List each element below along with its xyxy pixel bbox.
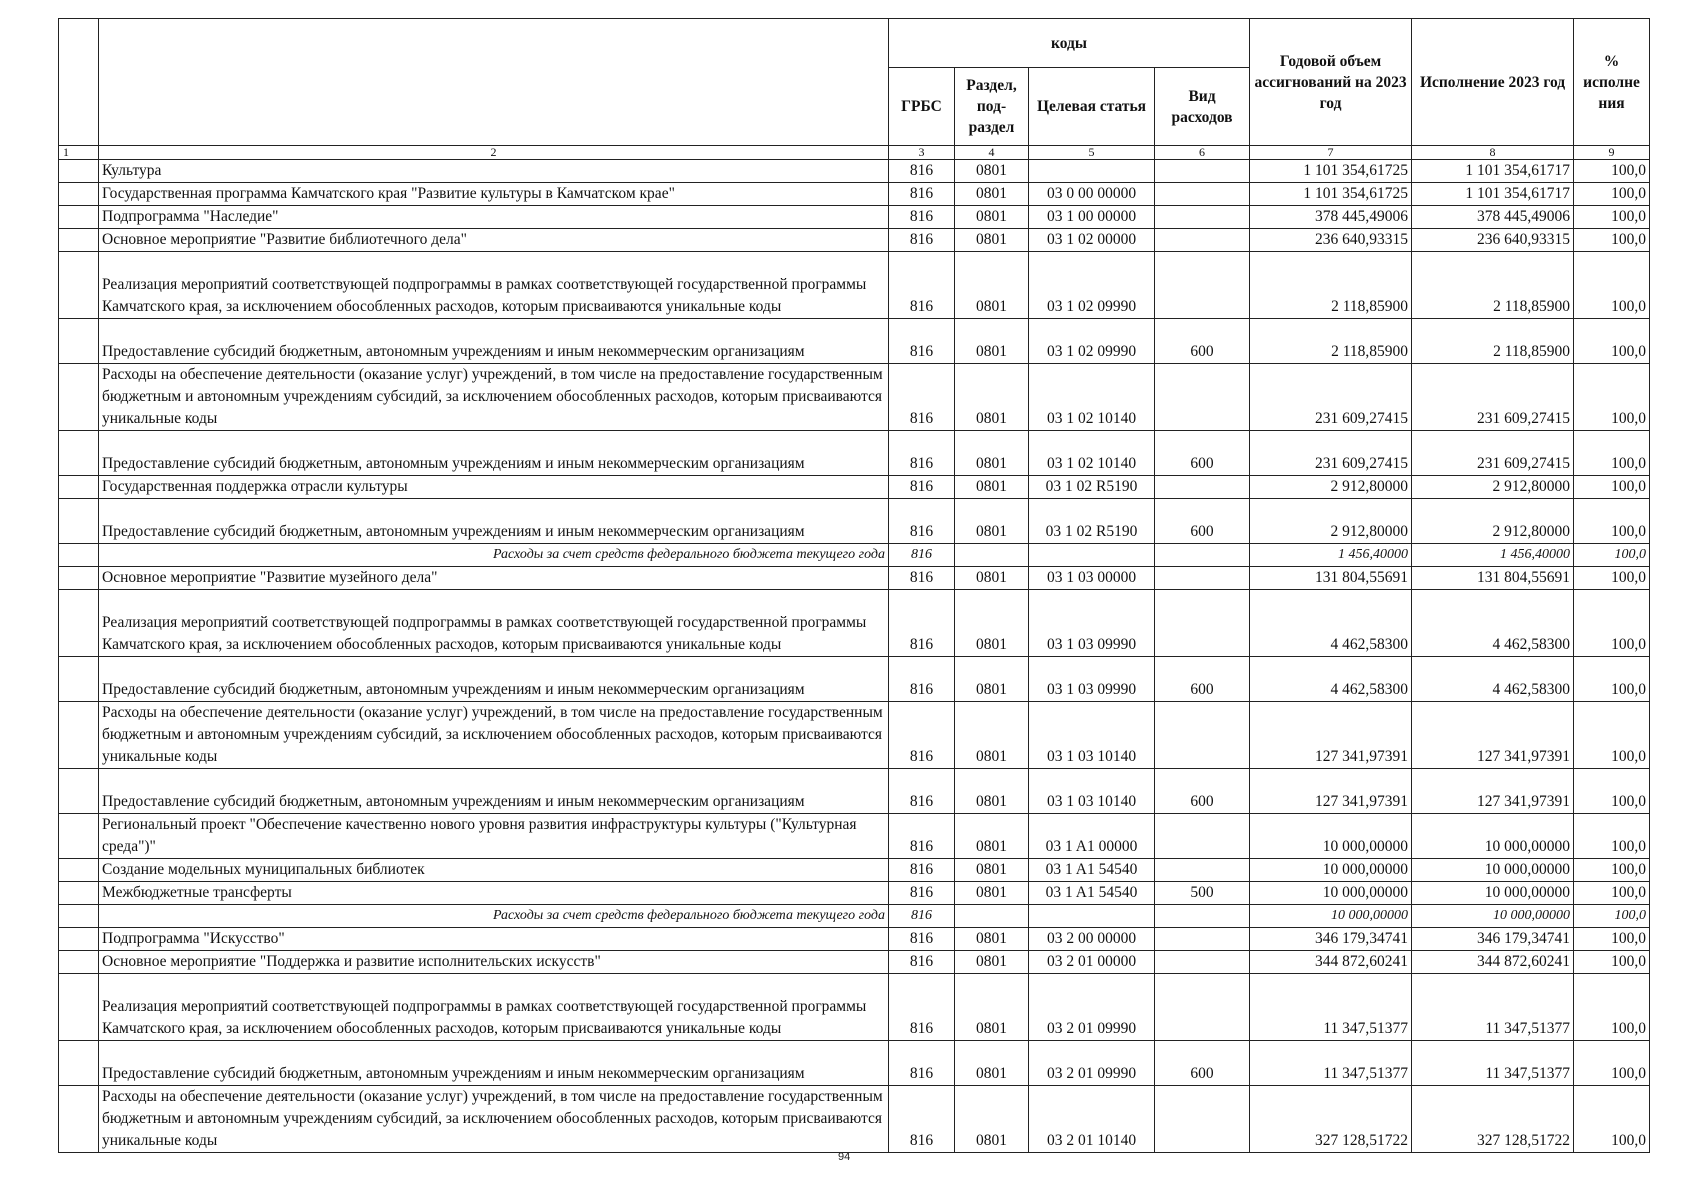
- row-section-cell: 0801: [955, 229, 1029, 252]
- header-annual: Годовой объем ассигнований на 2023 год: [1250, 19, 1412, 146]
- header-target: Целевая статья: [1029, 68, 1155, 146]
- row-name-cell: Основное мероприятие "Поддержка и развитие исполнительских искусств": [99, 951, 889, 974]
- row-target-cell: 03 1 A1 00000: [1029, 814, 1155, 859]
- row-annual-cell: 231 609,27415: [1250, 431, 1412, 476]
- row-section-cell: 0801: [955, 476, 1029, 499]
- row-index-cell: [59, 814, 99, 859]
- row-annual-cell: 127 341,97391: [1250, 769, 1412, 814]
- row-section-cell: 0801: [955, 951, 1029, 974]
- row-grbs-cell: 816: [889, 657, 955, 702]
- row-section-cell: 0801: [955, 859, 1029, 882]
- row-grbs-cell: 816: [889, 252, 955, 319]
- table-row: [59, 702, 1650, 769]
- row-name-cell: Основное мероприятие "Развитие музейного дела": [99, 567, 889, 590]
- row-exp-type-cell: [1155, 160, 1250, 183]
- col-number: 8: [1412, 146, 1574, 160]
- row-index-cell: [59, 229, 99, 252]
- row-execution-cell: 11 347,51377: [1412, 1041, 1574, 1086]
- header-empty-2: [99, 19, 889, 146]
- row-execution-cell: 10 000,00000: [1412, 859, 1574, 882]
- row-percent-cell: 100,0: [1574, 567, 1650, 590]
- row-grbs-cell: 816: [889, 882, 955, 905]
- row-execution-cell: 127 341,97391: [1412, 702, 1574, 769]
- row-target-cell: 03 1 02 R5190: [1029, 476, 1155, 499]
- table-row: [59, 814, 1650, 859]
- table-row: [59, 859, 1650, 882]
- row-name-cell: Расходы на обеспечение деятельности (оказание услуг) учреждений, в том числе на предоставление государственным бюджетным и автономным учреждениям субсидий, за исключением обособленных расходов, которым присваиваются уникальные коды: [99, 1086, 889, 1153]
- table-row: [59, 183, 1650, 206]
- col-number: 7: [1250, 146, 1412, 160]
- table-row: [59, 567, 1650, 590]
- row-percent-cell: 100,0: [1574, 499, 1650, 544]
- row-annual-cell: 1 101 354,61725: [1250, 160, 1412, 183]
- row-execution-cell: 4 462,58300: [1412, 657, 1574, 702]
- row-exp-type-cell: [1155, 928, 1250, 951]
- row-grbs-cell: 816: [889, 183, 955, 206]
- row-execution-cell: 1 101 354,61717: [1412, 183, 1574, 206]
- row-index-cell: [59, 657, 99, 702]
- row-name-cell: Культура: [99, 160, 889, 183]
- row-percent-cell: 100,0: [1574, 951, 1650, 974]
- row-target-cell: 03 2 01 00000: [1029, 951, 1155, 974]
- budget-table-sheet: [58, 18, 1649, 1153]
- col-number: 1: [59, 146, 99, 160]
- row-grbs-cell: 816: [889, 567, 955, 590]
- row-exp-type-cell: [1155, 252, 1250, 319]
- row-grbs-cell: 816: [889, 590, 955, 657]
- row-annual-cell: 344 872,60241: [1250, 951, 1412, 974]
- table-row: [59, 951, 1650, 974]
- col-number: 3: [889, 146, 955, 160]
- row-grbs-cell: 816: [889, 319, 955, 364]
- row-section-cell: [955, 905, 1029, 928]
- row-name-cell: Региональный проект "Обеспечение качественно нового уровня развития инфраструктуры культуры ("Культурная среда")": [99, 814, 889, 859]
- row-section-cell: 0801: [955, 431, 1029, 476]
- row-index-cell: [59, 882, 99, 905]
- row-index-cell: [59, 319, 99, 364]
- col-number: 9: [1574, 146, 1650, 160]
- row-percent-cell: 100,0: [1574, 882, 1650, 905]
- header-grbs: ГРБС: [889, 68, 955, 146]
- row-name-cell: Расходы на обеспечение деятельности (оказание услуг) учреждений, в том числе на предоставление государственным бюджетным и автономным учреждениям субсидий, за исключением обособленных расходов, которым присваиваются уникальные коды: [99, 364, 889, 431]
- row-index-cell: [59, 928, 99, 951]
- row-annual-cell: 231 609,27415: [1250, 364, 1412, 431]
- row-name-cell: Предоставление субсидий бюджетным, автономным учреждениям и иным некоммерческим организациям: [99, 431, 889, 476]
- row-execution-cell: 236 640,93315: [1412, 229, 1574, 252]
- row-execution-cell: 127 341,97391: [1412, 769, 1574, 814]
- row-annual-cell: 378 445,49006: [1250, 206, 1412, 229]
- row-annual-cell: 327 128,51722: [1250, 1086, 1412, 1153]
- row-grbs-cell: 816: [889, 431, 955, 476]
- table-row: [59, 882, 1650, 905]
- table-row: [59, 590, 1650, 657]
- row-exp-type-cell: 600: [1155, 1041, 1250, 1086]
- col-number: 6: [1155, 146, 1250, 160]
- row-index-cell: [59, 974, 99, 1041]
- row-index-cell: [59, 499, 99, 544]
- row-annual-cell: 11 347,51377: [1250, 1041, 1412, 1086]
- row-section-cell: 0801: [955, 364, 1029, 431]
- row-grbs-cell: 816: [889, 928, 955, 951]
- table-row: [59, 476, 1650, 499]
- row-percent-cell: 100,0: [1574, 905, 1650, 928]
- row-target-cell: 03 1 A1 54540: [1029, 882, 1155, 905]
- row-annual-cell: 2 912,80000: [1250, 499, 1412, 544]
- row-section-cell: 0801: [955, 928, 1029, 951]
- row-percent-cell: 100,0: [1574, 814, 1650, 859]
- col-number: 5: [1029, 146, 1155, 160]
- row-percent-cell: 100,0: [1574, 476, 1650, 499]
- row-percent-cell: 100,0: [1574, 160, 1650, 183]
- row-execution-cell: 231 609,27415: [1412, 364, 1574, 431]
- table-row: [59, 769, 1650, 814]
- row-target-cell: 03 2 01 10140: [1029, 1086, 1155, 1153]
- row-index-cell: [59, 567, 99, 590]
- row-percent-cell: 100,0: [1574, 974, 1650, 1041]
- header-execution: Исполнение 2023 год: [1412, 19, 1574, 146]
- row-exp-type-cell: [1155, 476, 1250, 499]
- row-name-cell: Предоставление субсидий бюджетным, автономным учреждениям и иным некоммерческим организациям: [99, 1041, 889, 1086]
- row-percent-cell: 100,0: [1574, 702, 1650, 769]
- row-grbs-cell: 816: [889, 974, 955, 1041]
- row-percent-cell: 100,0: [1574, 364, 1650, 431]
- row-execution-cell: 1 101 354,61717: [1412, 160, 1574, 183]
- row-section-cell: 0801: [955, 590, 1029, 657]
- row-index-cell: [59, 769, 99, 814]
- table-row: [59, 206, 1650, 229]
- row-section-cell: 0801: [955, 252, 1029, 319]
- row-exp-type-cell: 500: [1155, 882, 1250, 905]
- row-grbs-cell: 816: [889, 206, 955, 229]
- row-index-cell: [59, 1086, 99, 1153]
- row-name-cell: Подпрограмма "Наследие": [99, 206, 889, 229]
- row-exp-type-cell: [1155, 183, 1250, 206]
- row-index-cell: [59, 590, 99, 657]
- row-index-cell: [59, 859, 99, 882]
- row-execution-cell: 10 000,00000: [1412, 905, 1574, 928]
- row-name-cell: Государственная поддержка отрасли культуры: [99, 476, 889, 499]
- row-percent-cell: 100,0: [1574, 319, 1650, 364]
- row-execution-cell: 344 872,60241: [1412, 951, 1574, 974]
- row-section-cell: 0801: [955, 882, 1029, 905]
- row-target-cell: [1029, 905, 1155, 928]
- row-exp-type-cell: [1155, 974, 1250, 1041]
- row-grbs-cell: 816: [889, 1041, 955, 1086]
- row-section-cell: 0801: [955, 319, 1029, 364]
- row-target-cell: 03 1 02 R5190: [1029, 499, 1155, 544]
- row-exp-type-cell: 600: [1155, 431, 1250, 476]
- row-percent-cell: 100,0: [1574, 859, 1650, 882]
- row-execution-cell: 2 118,85900: [1412, 252, 1574, 319]
- row-execution-cell: 327 128,51722: [1412, 1086, 1574, 1153]
- row-grbs-cell: 816: [889, 814, 955, 859]
- budget-table: [58, 18, 1650, 1153]
- row-annual-cell: 2 118,85900: [1250, 252, 1412, 319]
- row-target-cell: 03 1 03 10140: [1029, 702, 1155, 769]
- row-exp-type-cell: [1155, 544, 1250, 567]
- row-section-cell: 0801: [955, 499, 1029, 544]
- table-row: [59, 928, 1650, 951]
- row-section-cell: 0801: [955, 206, 1029, 229]
- row-exp-type-cell: [1155, 364, 1250, 431]
- row-exp-type-cell: 600: [1155, 769, 1250, 814]
- row-section-cell: 0801: [955, 183, 1029, 206]
- row-annual-cell: 131 804,55691: [1250, 567, 1412, 590]
- row-percent-cell: 100,0: [1574, 544, 1650, 567]
- row-grbs-cell: 816: [889, 1086, 955, 1153]
- column-number-row: [59, 146, 1650, 160]
- table-row: [59, 1086, 1650, 1153]
- row-section-cell: 0801: [955, 160, 1029, 183]
- row-execution-cell: 378 445,49006: [1412, 206, 1574, 229]
- row-target-cell: [1029, 160, 1155, 183]
- row-grbs-cell: 816: [889, 769, 955, 814]
- table-row: [59, 229, 1650, 252]
- row-target-cell: 03 0 00 00000: [1029, 183, 1155, 206]
- row-target-cell: [1029, 544, 1155, 567]
- col-number: 4: [955, 146, 1029, 160]
- row-execution-cell: 11 347,51377: [1412, 974, 1574, 1041]
- header-exp-type: Вид расходов: [1155, 68, 1250, 146]
- table-row: [59, 974, 1650, 1041]
- row-name-cell: Расходы на обеспечение деятельности (оказание услуг) учреждений, в том числе на предоставление государственным бюджетным и автономным учреждениям субсидий, за исключением обособленных расходов, которым присваиваются уникальные коды: [99, 702, 889, 769]
- row-execution-cell: 231 609,27415: [1412, 431, 1574, 476]
- row-grbs-cell: 816: [889, 544, 955, 567]
- row-exp-type-cell: [1155, 229, 1250, 252]
- row-index-cell: [59, 183, 99, 206]
- row-name-cell: Создание модельных муниципальных библиотек: [99, 859, 889, 882]
- row-grbs-cell: 816: [889, 702, 955, 769]
- row-exp-type-cell: [1155, 590, 1250, 657]
- row-annual-cell: 346 179,34741: [1250, 928, 1412, 951]
- table-row: [59, 160, 1650, 183]
- table-row: [59, 319, 1650, 364]
- row-name-cell: Межбюджетные трансферты: [99, 882, 889, 905]
- table-row: [59, 431, 1650, 476]
- row-grbs-cell: 816: [889, 364, 955, 431]
- row-section-cell: 0801: [955, 1086, 1029, 1153]
- row-target-cell: 03 1 02 10140: [1029, 364, 1155, 431]
- row-target-cell: 03 1 03 09990: [1029, 657, 1155, 702]
- row-index-cell: [59, 206, 99, 229]
- row-index-cell: [59, 252, 99, 319]
- row-section-cell: 0801: [955, 702, 1029, 769]
- row-name-cell: Расходы за счет средств федерального бюджета текущего года: [99, 544, 889, 567]
- table-row: [59, 364, 1650, 431]
- row-name-cell: Предоставление субсидий бюджетным, автономным учреждениям и иным некоммерческим организациям: [99, 657, 889, 702]
- table-row: [59, 905, 1650, 928]
- row-name-cell: Государственная программа Камчатского края "Развитие культуры в Камчатском крае": [99, 183, 889, 206]
- col-number: 2: [99, 146, 889, 160]
- row-exp-type-cell: [1155, 814, 1250, 859]
- row-annual-cell: 1 101 354,61725: [1250, 183, 1412, 206]
- table-row: [59, 544, 1650, 567]
- row-percent-cell: 100,0: [1574, 590, 1650, 657]
- row-execution-cell: 2 912,80000: [1412, 499, 1574, 544]
- row-percent-cell: 100,0: [1574, 252, 1650, 319]
- row-section-cell: 0801: [955, 657, 1029, 702]
- row-annual-cell: 236 640,93315: [1250, 229, 1412, 252]
- row-grbs-cell: 816: [889, 160, 955, 183]
- row-target-cell: 03 1 03 00000: [1029, 567, 1155, 590]
- row-index-cell: [59, 951, 99, 974]
- table-row: [59, 1041, 1650, 1086]
- table-row: [59, 252, 1650, 319]
- row-index-cell: [59, 1041, 99, 1086]
- row-execution-cell: 131 804,55691: [1412, 567, 1574, 590]
- page-number: 94: [838, 1151, 851, 1163]
- row-percent-cell: 100,0: [1574, 657, 1650, 702]
- row-name-cell: Предоставление субсидий бюджетным, автономным учреждениям и иным некоммерческим организациям: [99, 499, 889, 544]
- row-exp-type-cell: 600: [1155, 499, 1250, 544]
- row-grbs-cell: 816: [889, 229, 955, 252]
- row-annual-cell: 10 000,00000: [1250, 859, 1412, 882]
- row-name-cell: Реализация мероприятий соответствующей подпрограммы в рамках соответствующей государственной программы Камчатского края, за исключением обособленных расходов, которым присваиваются уникальные коды: [99, 252, 889, 319]
- table-row: [59, 499, 1650, 544]
- row-percent-cell: 100,0: [1574, 431, 1650, 476]
- row-name-cell: Основное мероприятие "Развитие библиотечного дела": [99, 229, 889, 252]
- row-annual-cell: 127 341,97391: [1250, 702, 1412, 769]
- header-percent: % исполне ния: [1574, 19, 1650, 146]
- row-annual-cell: 2 912,80000: [1250, 476, 1412, 499]
- row-exp-type-cell: [1155, 951, 1250, 974]
- row-grbs-cell: 816: [889, 476, 955, 499]
- row-execution-cell: 10 000,00000: [1412, 814, 1574, 859]
- row-name-cell: Подпрограмма "Искусство": [99, 928, 889, 951]
- row-section-cell: 0801: [955, 974, 1029, 1041]
- row-grbs-cell: 816: [889, 905, 955, 928]
- row-grbs-cell: 816: [889, 951, 955, 974]
- row-name-cell: Реализация мероприятий соответствующей подпрограммы в рамках соответствующей государственной программы Камчатского края, за исключением обособленных расходов, которым присваиваются уникальные коды: [99, 974, 889, 1041]
- table-row: [59, 657, 1650, 702]
- row-target-cell: 03 2 01 09990: [1029, 974, 1155, 1041]
- row-index-cell: [59, 476, 99, 499]
- row-grbs-cell: 816: [889, 499, 955, 544]
- row-percent-cell: 100,0: [1574, 206, 1650, 229]
- row-execution-cell: 346 179,34741: [1412, 928, 1574, 951]
- row-section-cell: 0801: [955, 769, 1029, 814]
- row-target-cell: 03 1 00 00000: [1029, 206, 1155, 229]
- row-execution-cell: 4 462,58300: [1412, 590, 1574, 657]
- row-percent-cell: 100,0: [1574, 1041, 1650, 1086]
- row-annual-cell: 10 000,00000: [1250, 905, 1412, 928]
- header-section: Раздел, под-раздел: [955, 68, 1029, 146]
- row-grbs-cell: 816: [889, 859, 955, 882]
- row-index-cell: [59, 431, 99, 476]
- row-index-cell: [59, 364, 99, 431]
- table-body: [59, 160, 1650, 1153]
- row-annual-cell: 11 347,51377: [1250, 974, 1412, 1041]
- row-target-cell: 03 2 00 00000: [1029, 928, 1155, 951]
- row-exp-type-cell: 600: [1155, 657, 1250, 702]
- row-target-cell: 03 1 03 10140: [1029, 769, 1155, 814]
- row-index-cell: [59, 702, 99, 769]
- row-exp-type-cell: 600: [1155, 319, 1250, 364]
- row-execution-cell: 2 912,80000: [1412, 476, 1574, 499]
- row-exp-type-cell: [1155, 1086, 1250, 1153]
- row-target-cell: 03 2 01 09990: [1029, 1041, 1155, 1086]
- row-section-cell: [955, 544, 1029, 567]
- row-annual-cell: 10 000,00000: [1250, 882, 1412, 905]
- row-percent-cell: 100,0: [1574, 1086, 1650, 1153]
- row-target-cell: 03 1 02 09990: [1029, 319, 1155, 364]
- row-name-cell: Реализация мероприятий соответствующей подпрограммы в рамках соответствующей государственной программы Камчатского края, за исключением обособленных расходов, которым присваиваются уникальные коды: [99, 590, 889, 657]
- row-section-cell: 0801: [955, 814, 1029, 859]
- row-percent-cell: 100,0: [1574, 769, 1650, 814]
- row-exp-type-cell: [1155, 702, 1250, 769]
- row-index-cell: [59, 544, 99, 567]
- row-percent-cell: 100,0: [1574, 183, 1650, 206]
- row-name-cell: Расходы за счет средств федерального бюджета текущего года: [99, 905, 889, 928]
- row-target-cell: 03 1 02 09990: [1029, 252, 1155, 319]
- row-target-cell: 03 1 02 00000: [1029, 229, 1155, 252]
- row-index-cell: [59, 905, 99, 928]
- row-percent-cell: 100,0: [1574, 928, 1650, 951]
- row-target-cell: 03 1 A1 54540: [1029, 859, 1155, 882]
- header-codes: коды: [889, 19, 1250, 68]
- row-annual-cell: 10 000,00000: [1250, 814, 1412, 859]
- row-target-cell: 03 1 02 10140: [1029, 431, 1155, 476]
- row-exp-type-cell: [1155, 905, 1250, 928]
- row-annual-cell: 2 118,85900: [1250, 319, 1412, 364]
- row-exp-type-cell: [1155, 206, 1250, 229]
- row-execution-cell: 1 456,40000: [1412, 544, 1574, 567]
- row-exp-type-cell: [1155, 567, 1250, 590]
- row-execution-cell: 10 000,00000: [1412, 882, 1574, 905]
- row-section-cell: 0801: [955, 1041, 1029, 1086]
- row-percent-cell: 100,0: [1574, 229, 1650, 252]
- row-target-cell: 03 1 03 09990: [1029, 590, 1155, 657]
- row-section-cell: 0801: [955, 567, 1029, 590]
- row-execution-cell: 2 118,85900: [1412, 319, 1574, 364]
- row-name-cell: Предоставление субсидий бюджетным, автономным учреждениям и иным некоммерческим организациям: [99, 319, 889, 364]
- row-index-cell: [59, 160, 99, 183]
- row-exp-type-cell: [1155, 859, 1250, 882]
- row-annual-cell: 4 462,58300: [1250, 657, 1412, 702]
- header-empty-1: [59, 19, 99, 146]
- row-annual-cell: 1 456,40000: [1250, 544, 1412, 567]
- row-annual-cell: 4 462,58300: [1250, 590, 1412, 657]
- row-name-cell: Предоставление субсидий бюджетным, автономным учреждениям и иным некоммерческим организациям: [99, 769, 889, 814]
